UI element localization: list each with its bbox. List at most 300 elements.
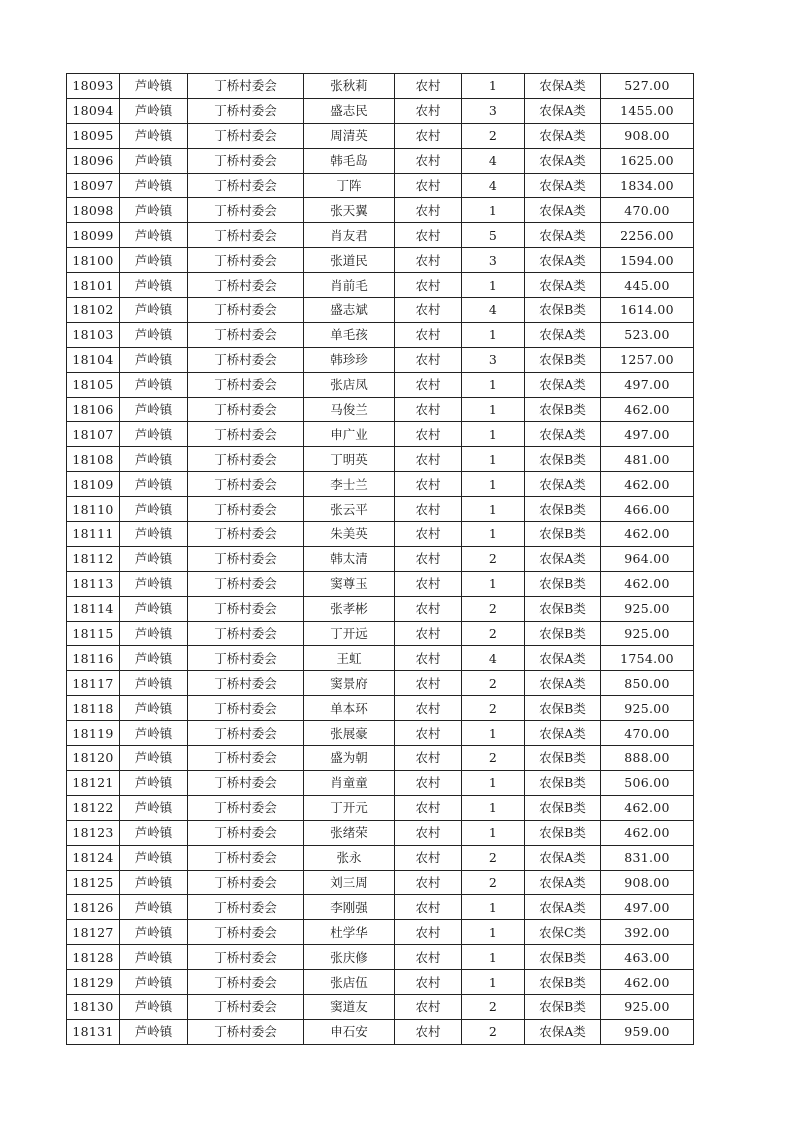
household-size-cell: 2 [462,596,525,621]
village-committee-cell: 丁桥村委会 [188,198,304,223]
person-name-cell: 张永 [304,845,395,870]
household-type-cell: 农村 [395,746,462,771]
insurance-category-cell: 农保A类 [525,845,601,870]
village-committee-cell: 丁桥村委会 [188,721,304,746]
village-committee-cell: 丁桥村委会 [188,795,304,820]
person-name-cell: 张展豪 [304,721,395,746]
person-name-cell: 张绪荣 [304,820,395,845]
village-committee-cell: 丁桥村委会 [188,920,304,945]
table-row [67,994,694,1019]
household-size-cell: 4 [462,646,525,671]
village-committee-cell: 丁桥村委会 [188,372,304,397]
village-committee-cell: 丁桥村委会 [188,596,304,621]
household-size-cell: 2 [462,746,525,771]
record-id-cell: 18108 [67,447,120,472]
village-committee-cell: 丁桥村委会 [188,298,304,323]
record-id-cell: 18107 [67,422,120,447]
household-type-cell: 农村 [395,895,462,920]
table-row [67,148,694,173]
record-id-cell: 18130 [67,994,120,1019]
household-size-cell: 3 [462,98,525,123]
town-cell: 芦岭镇 [120,223,188,248]
household-type-cell: 农村 [395,347,462,372]
household-size-cell: 2 [462,870,525,895]
household-type-cell: 农村 [395,422,462,447]
household-type-cell: 农村 [395,795,462,820]
record-id-cell: 18103 [67,322,120,347]
person-name-cell: 丁阵 [304,173,395,198]
household-size-cell: 3 [462,347,525,372]
table-row [67,571,694,596]
household-size-cell: 1 [462,198,525,223]
amount-cell: 964.00 [601,546,694,571]
insurance-category-cell: 农保B类 [525,522,601,547]
insurance-category-cell: 农保A类 [525,671,601,696]
person-name-cell: 韩毛岛 [304,148,395,173]
insurance-category-cell: 农保B类 [525,820,601,845]
table-row [67,696,694,721]
insurance-category-cell: 农保A类 [525,273,601,298]
household-size-cell: 1 [462,273,525,298]
household-type-cell: 农村 [395,173,462,198]
household-size-cell: 1 [462,397,525,422]
household-size-cell: 1 [462,372,525,397]
household-size-cell: 1 [462,945,525,970]
village-committee-cell: 丁桥村委会 [188,422,304,447]
household-type-cell: 农村 [395,223,462,248]
record-id-cell: 18109 [67,472,120,497]
insurance-category-cell: 农保B类 [525,397,601,422]
village-committee-cell: 丁桥村委会 [188,895,304,920]
amount-cell: 462.00 [601,522,694,547]
household-size-cell: 1 [462,795,525,820]
insurance-category-cell: 农保A类 [525,1019,601,1044]
insurance-category-cell: 农保B类 [525,621,601,646]
table-row [67,970,694,995]
table-row [67,820,694,845]
table-row [67,322,694,347]
town-cell: 芦岭镇 [120,422,188,447]
insurance-category-cell: 农保A类 [525,148,601,173]
household-type-cell: 农村 [395,322,462,347]
table-row [67,223,694,248]
person-name-cell: 申石安 [304,1019,395,1044]
village-committee-cell: 丁桥村委会 [188,123,304,148]
insurance-category-cell: 农保B类 [525,497,601,522]
insurance-category-cell: 农保B类 [525,447,601,472]
record-id-cell: 18110 [67,497,120,522]
town-cell: 芦岭镇 [120,895,188,920]
amount-cell: 1754.00 [601,646,694,671]
person-name-cell: 丁开元 [304,795,395,820]
table-row [67,920,694,945]
insurance-category-cell: 农保B类 [525,347,601,372]
town-cell: 芦岭镇 [120,148,188,173]
household-type-cell: 农村 [395,1019,462,1044]
beneficiary-table [66,73,694,1045]
insurance-category-cell: 农保B类 [525,770,601,795]
insurance-category-cell: 农保A类 [525,646,601,671]
amount-cell: 506.00 [601,770,694,795]
household-type-cell: 农村 [395,198,462,223]
record-id-cell: 18112 [67,546,120,571]
town-cell: 芦岭镇 [120,123,188,148]
town-cell: 芦岭镇 [120,497,188,522]
table-row [67,347,694,372]
village-committee-cell: 丁桥村委会 [188,571,304,596]
record-id-cell: 18102 [67,298,120,323]
town-cell: 芦岭镇 [120,372,188,397]
table-row [67,298,694,323]
town-cell: 芦岭镇 [120,795,188,820]
amount-cell: 497.00 [601,895,694,920]
village-committee-cell: 丁桥村委会 [188,173,304,198]
household-type-cell: 农村 [395,571,462,596]
amount-cell: 463.00 [601,945,694,970]
town-cell: 芦岭镇 [120,1019,188,1044]
amount-cell: 1625.00 [601,148,694,173]
person-name-cell: 单毛孩 [304,322,395,347]
record-id-cell: 18129 [67,970,120,995]
person-name-cell: 单本环 [304,696,395,721]
household-size-cell: 4 [462,173,525,198]
village-committee-cell: 丁桥村委会 [188,447,304,472]
household-size-cell: 2 [462,845,525,870]
insurance-category-cell: 农保A类 [525,322,601,347]
table-row [67,123,694,148]
household-type-cell: 农村 [395,372,462,397]
household-size-cell: 2 [462,621,525,646]
household-type-cell: 农村 [395,273,462,298]
table-row [67,273,694,298]
household-type-cell: 农村 [395,920,462,945]
person-name-cell: 朱美英 [304,522,395,547]
person-name-cell: 张店伍 [304,970,395,995]
town-cell: 芦岭镇 [120,571,188,596]
amount-cell: 481.00 [601,447,694,472]
town-cell: 芦岭镇 [120,273,188,298]
person-name-cell: 张天翼 [304,198,395,223]
amount-cell: 462.00 [601,571,694,596]
village-committee-cell: 丁桥村委会 [188,820,304,845]
insurance-category-cell: 农保B类 [525,795,601,820]
amount-cell: 1455.00 [601,98,694,123]
town-cell: 芦岭镇 [120,173,188,198]
record-id-cell: 18101 [67,273,120,298]
record-id-cell: 18117 [67,671,120,696]
household-type-cell: 农村 [395,621,462,646]
town-cell: 芦岭镇 [120,870,188,895]
household-size-cell: 1 [462,721,525,746]
village-committee-cell: 丁桥村委会 [188,522,304,547]
household-size-cell: 1 [462,447,525,472]
household-size-cell: 2 [462,696,525,721]
town-cell: 芦岭镇 [120,970,188,995]
table-row [67,621,694,646]
household-type-cell: 农村 [395,994,462,1019]
table-row [67,945,694,970]
record-id-cell: 18121 [67,770,120,795]
table-row [67,646,694,671]
amount-cell: 2256.00 [601,223,694,248]
insurance-category-cell: 农保B类 [525,970,601,995]
record-id-cell: 18119 [67,721,120,746]
town-cell: 芦岭镇 [120,845,188,870]
table-body [67,74,694,1045]
person-name-cell: 马俊兰 [304,397,395,422]
amount-cell: 959.00 [601,1019,694,1044]
table-row [67,522,694,547]
town-cell: 芦岭镇 [120,920,188,945]
person-name-cell: 肖童童 [304,770,395,795]
town-cell: 芦岭镇 [120,770,188,795]
village-committee-cell: 丁桥村委会 [188,347,304,372]
town-cell: 芦岭镇 [120,596,188,621]
village-committee-cell: 丁桥村委会 [188,696,304,721]
table-row [67,596,694,621]
person-name-cell: 窦尊玉 [304,571,395,596]
household-type-cell: 农村 [395,123,462,148]
village-committee-cell: 丁桥村委会 [188,397,304,422]
household-type-cell: 农村 [395,248,462,273]
person-name-cell: 李士兰 [304,472,395,497]
table-row [67,1019,694,1044]
village-committee-cell: 丁桥村委会 [188,322,304,347]
insurance-category-cell: 农保A类 [525,74,601,99]
record-id-cell: 18123 [67,820,120,845]
amount-cell: 462.00 [601,820,694,845]
household-type-cell: 农村 [395,98,462,123]
record-id-cell: 18128 [67,945,120,970]
amount-cell: 1257.00 [601,347,694,372]
record-id-cell: 18098 [67,198,120,223]
household-type-cell: 农村 [395,148,462,173]
household-size-cell: 1 [462,422,525,447]
insurance-category-cell: 农保A类 [525,223,601,248]
amount-cell: 850.00 [601,671,694,696]
household-size-cell: 1 [462,820,525,845]
record-id-cell: 18106 [67,397,120,422]
household-size-cell: 2 [462,546,525,571]
amount-cell: 470.00 [601,198,694,223]
insurance-category-cell: 农保C类 [525,920,601,945]
person-name-cell: 丁明英 [304,447,395,472]
record-id-cell: 18093 [67,74,120,99]
household-size-cell: 1 [462,74,525,99]
amount-cell: 1614.00 [601,298,694,323]
amount-cell: 908.00 [601,870,694,895]
table-row [67,447,694,472]
town-cell: 芦岭镇 [120,472,188,497]
table-row [67,497,694,522]
amount-cell: 925.00 [601,994,694,1019]
table-row [67,671,694,696]
town-cell: 芦岭镇 [120,298,188,323]
person-name-cell: 窦道友 [304,994,395,1019]
household-type-cell: 农村 [395,522,462,547]
town-cell: 芦岭镇 [120,820,188,845]
record-id-cell: 18124 [67,845,120,870]
amount-cell: 831.00 [601,845,694,870]
household-type-cell: 农村 [395,820,462,845]
insurance-category-cell: 农保A类 [525,248,601,273]
amount-cell: 462.00 [601,472,694,497]
amount-cell: 462.00 [601,795,694,820]
village-committee-cell: 丁桥村委会 [188,770,304,795]
amount-cell: 462.00 [601,397,694,422]
table-row [67,372,694,397]
person-name-cell: 盛为朝 [304,746,395,771]
table-row [67,795,694,820]
village-committee-cell: 丁桥村委会 [188,98,304,123]
village-committee-cell: 丁桥村委会 [188,945,304,970]
record-id-cell: 18099 [67,223,120,248]
record-id-cell: 18095 [67,123,120,148]
person-name-cell: 盛志民 [304,98,395,123]
record-id-cell: 18114 [67,596,120,621]
person-name-cell: 张云平 [304,497,395,522]
household-size-cell: 1 [462,895,525,920]
town-cell: 芦岭镇 [120,198,188,223]
amount-cell: 392.00 [601,920,694,945]
record-id-cell: 18118 [67,696,120,721]
village-committee-cell: 丁桥村委会 [188,546,304,571]
insurance-category-cell: 农保B类 [525,945,601,970]
insurance-category-cell: 农保A类 [525,173,601,198]
village-committee-cell: 丁桥村委会 [188,472,304,497]
village-committee-cell: 丁桥村委会 [188,994,304,1019]
village-committee-cell: 丁桥村委会 [188,746,304,771]
household-type-cell: 农村 [395,870,462,895]
table-row [67,546,694,571]
insurance-category-cell: 农保B类 [525,571,601,596]
insurance-category-cell: 农保B类 [525,596,601,621]
town-cell: 芦岭镇 [120,447,188,472]
insurance-category-cell: 农保A类 [525,98,601,123]
household-type-cell: 农村 [395,721,462,746]
household-type-cell: 农村 [395,397,462,422]
town-cell: 芦岭镇 [120,696,188,721]
town-cell: 芦岭镇 [120,721,188,746]
town-cell: 芦岭镇 [120,671,188,696]
insurance-category-cell: 农保B类 [525,298,601,323]
household-size-cell: 1 [462,522,525,547]
village-committee-cell: 丁桥村委会 [188,845,304,870]
village-committee-cell: 丁桥村委会 [188,621,304,646]
record-id-cell: 18096 [67,148,120,173]
village-committee-cell: 丁桥村委会 [188,497,304,522]
table-row [67,472,694,497]
village-committee-cell: 丁桥村委会 [188,970,304,995]
household-size-cell: 1 [462,497,525,522]
person-name-cell: 张道民 [304,248,395,273]
amount-cell: 888.00 [601,746,694,771]
household-size-cell: 1 [462,472,525,497]
insurance-category-cell: 农保A类 [525,895,601,920]
table-row [67,770,694,795]
person-name-cell: 韩太清 [304,546,395,571]
household-size-cell: 2 [462,123,525,148]
person-name-cell: 丁开远 [304,621,395,646]
insurance-category-cell: 农保A类 [525,721,601,746]
village-committee-cell: 丁桥村委会 [188,74,304,99]
household-size-cell: 4 [462,148,525,173]
town-cell: 芦岭镇 [120,397,188,422]
record-id-cell: 18105 [67,372,120,397]
person-name-cell: 刘三周 [304,870,395,895]
amount-cell: 925.00 [601,696,694,721]
record-id-cell: 18115 [67,621,120,646]
village-committee-cell: 丁桥村委会 [188,223,304,248]
household-size-cell: 1 [462,920,525,945]
person-name-cell: 张店凤 [304,372,395,397]
household-type-cell: 农村 [395,497,462,522]
household-type-cell: 农村 [395,472,462,497]
household-type-cell: 农村 [395,945,462,970]
insurance-category-cell: 农保A类 [525,422,601,447]
record-id-cell: 18125 [67,870,120,895]
insurance-category-cell: 农保B类 [525,994,601,1019]
household-size-cell: 1 [462,770,525,795]
table-row [67,845,694,870]
person-name-cell: 申广业 [304,422,395,447]
record-id-cell: 18131 [67,1019,120,1044]
household-type-cell: 农村 [395,671,462,696]
household-size-cell: 5 [462,223,525,248]
table-row [67,98,694,123]
village-committee-cell: 丁桥村委会 [188,671,304,696]
town-cell: 芦岭镇 [120,646,188,671]
person-name-cell: 李刚强 [304,895,395,920]
town-cell: 芦岭镇 [120,621,188,646]
household-type-cell: 农村 [395,74,462,99]
household-type-cell: 农村 [395,646,462,671]
village-committee-cell: 丁桥村委会 [188,148,304,173]
household-type-cell: 农村 [395,770,462,795]
person-name-cell: 杜学华 [304,920,395,945]
record-id-cell: 18113 [67,571,120,596]
household-size-cell: 3 [462,248,525,273]
person-name-cell: 肖友君 [304,223,395,248]
town-cell: 芦岭镇 [120,522,188,547]
person-name-cell: 盛志斌 [304,298,395,323]
record-id-cell: 18097 [67,173,120,198]
town-cell: 芦岭镇 [120,347,188,372]
household-type-cell: 农村 [395,447,462,472]
person-name-cell: 张秋莉 [304,74,395,99]
household-type-cell: 农村 [395,696,462,721]
amount-cell: 470.00 [601,721,694,746]
table-row [67,198,694,223]
household-size-cell: 1 [462,970,525,995]
person-name-cell: 韩珍珍 [304,347,395,372]
amount-cell: 462.00 [601,970,694,995]
insurance-category-cell: 农保A类 [525,123,601,148]
amount-cell: 925.00 [601,596,694,621]
amount-cell: 1594.00 [601,248,694,273]
person-name-cell: 张庆修 [304,945,395,970]
town-cell: 芦岭镇 [120,248,188,273]
person-name-cell: 周清英 [304,123,395,148]
amount-cell: 466.00 [601,497,694,522]
insurance-category-cell: 农保A类 [525,198,601,223]
table-row [67,74,694,99]
town-cell: 芦岭镇 [120,746,188,771]
table-row [67,173,694,198]
amount-cell: 445.00 [601,273,694,298]
record-id-cell: 18127 [67,920,120,945]
table-row [67,721,694,746]
